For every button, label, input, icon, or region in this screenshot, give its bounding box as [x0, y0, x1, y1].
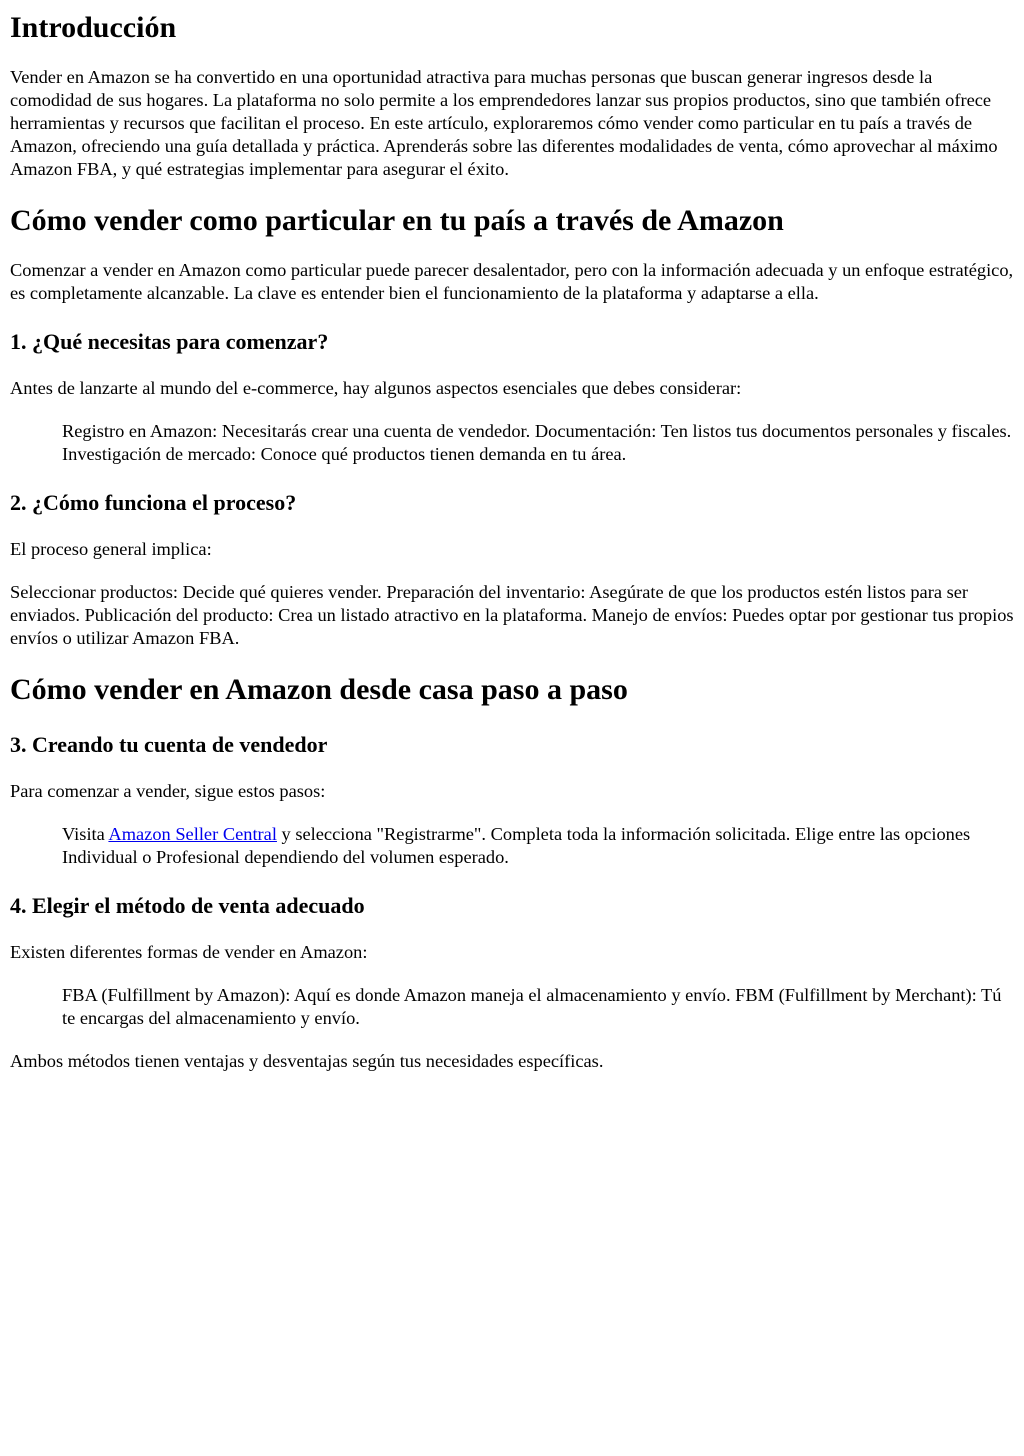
sub4-paragraph: Existen diferentes formas de vender en Amazon:	[10, 942, 368, 962]
sub4-closing: Ambos métodos tienen ventajas y desventajas según tus necesidades específicas.	[10, 1051, 604, 1071]
amazon-seller-central-link[interactable]: Amazon Seller Central	[108, 824, 277, 844]
sub3-quote-after: y selecciona "Registrarme". Completa toda la información solicitada. Elige entre las opciones Individual o Profesional dependiendo del volumen esperado.	[62, 824, 971, 867]
intro-paragraph: Vender en Amazon se ha convertido en una oportunidad atractiva para muchas personas que buscan generar ingresos desde la comodidad de sus hogares. La plataforma no solo permite a los emprendedores lanzar sus propios productos, sino que también ofrece herramientas y recursos que facilitan el proceso. En este artículo, exploraremos cómo vender como particular en tu país a través de Amazon, ofreciendo una guía detallada y práctica. Aprenderás sobre las diferentes modalidades de venta, cómo aprovechar al máximo Amazon FBA, y qué estrategias implementar para asegurar el éxito.	[10, 67, 998, 179]
sub1-paragraph: Antes de lanzarte al mundo del e-commerce, hay algunos aspectos esenciales que debes considerar:	[10, 378, 742, 398]
sub1-heading: 1. ¿Qué necesitas para comenzar?	[10, 329, 329, 354]
intro-heading: Introducción	[10, 11, 177, 44]
section1-paragraph: Comenzar a vender en Amazon como particular puede parecer desalentador, pero con la información adecuada y un enfoque estratégico, es completamente alcanzable. La clave es entender bien el funcionamiento de la plataforma y adaptarse a ella.	[10, 260, 1014, 303]
sub3-quote	[62, 823, 1014, 869]
sub1-quote: Registro en Amazon: Necesitarás crear una cuenta de vendedor. Documentación: Ten listos tus documentos personales y fiscales. Investigación de mercado: Conoce qué productos tienen demanda en tu área.	[62, 421, 1012, 464]
sub3-quote-before: Visita	[62, 824, 109, 844]
sub2-heading: 2. ¿Cómo funciona el proceso?	[10, 490, 297, 515]
section1-heading: Cómo vender como particular en tu país a través de Amazon	[10, 204, 784, 237]
sub4-heading: 4. Elegir el método de venta adecuado	[10, 893, 365, 918]
section2-heading: Cómo vender en Amazon desde casa paso a paso	[10, 673, 628, 706]
article	[0, 10, 1024, 1073]
sub4-quote: FBA (Fulfillment by Amazon): Aquí es donde Amazon maneja el almacenamiento y envío. FBM (Fulfillment by Merchant): Tú te encargas del almacenamiento y envío.	[62, 985, 1002, 1028]
sub2-paragraph: El proceso general implica:	[10, 539, 212, 559]
sub3-heading: 3. Creando tu cuenta de vendedor	[10, 732, 328, 757]
sub3-paragraph: Para comenzar a vender, sigue estos pasos:	[10, 781, 326, 801]
sub2-paragraph-2: Seleccionar productos: Decide qué quieres vender. Preparación del inventario: Asegúrate de que los productos estén listos para ser enviados. Publicación del producto: Crea un listado atractivo en la plataforma. Manejo de envíos: Puedes optar por gestionar tus propios envíos o utilizar Amazon FBA.	[10, 582, 1014, 648]
